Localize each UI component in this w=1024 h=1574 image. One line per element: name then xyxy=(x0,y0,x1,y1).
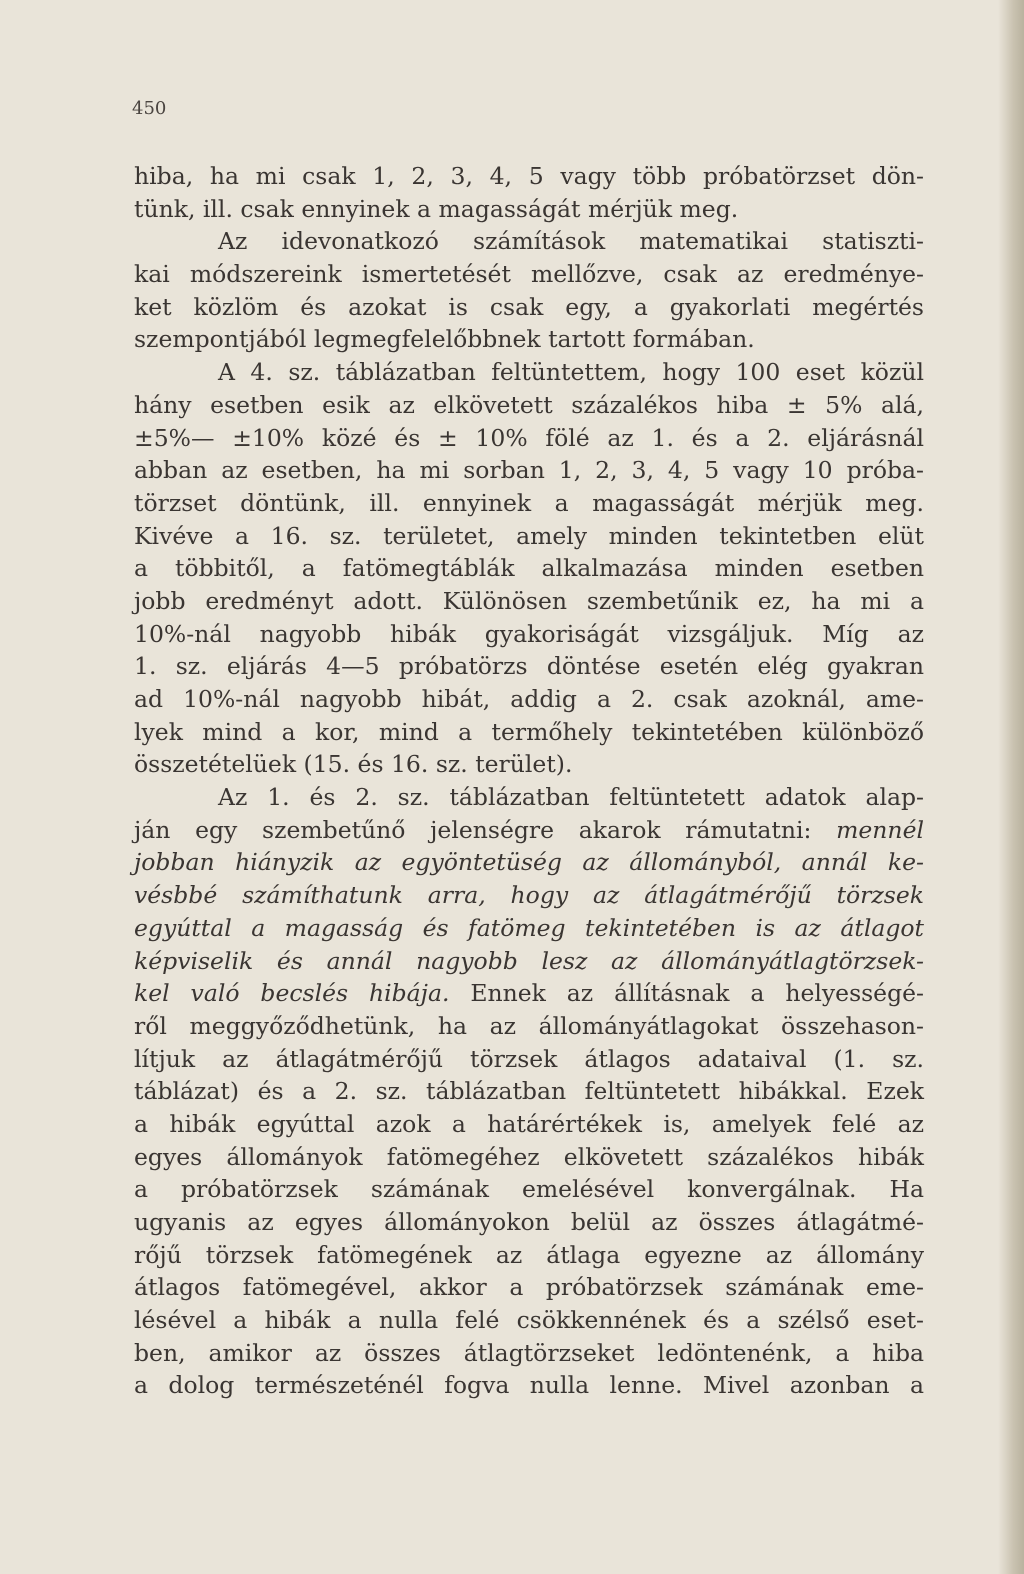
text-line-content: ket közlöm és azokat is csak egy, a gyakorlati megértés xyxy=(134,292,924,321)
text-line-content: A 4. sz. táblázatban feltüntettem, hogy 100 eset közül xyxy=(218,358,924,387)
text-line-content: törzset döntünk, ill. ennyinek a magasságát mérjük meg. xyxy=(134,488,924,517)
text-line xyxy=(134,1337,924,1370)
text-line xyxy=(134,585,924,618)
text-line-content: Az 1. és 2. sz. táblázatban feltüntetett adatok alap- xyxy=(218,783,924,812)
text-line xyxy=(134,1304,924,1337)
text-line-content: Az idevonatkozó számítások matematikai statiszti- xyxy=(218,227,924,256)
page-edge-shadow xyxy=(998,0,1024,1574)
text-line-content: egyes állományok fatömegéhez elkövetett százalékos hibák xyxy=(134,1142,924,1171)
text-line xyxy=(134,193,924,226)
text-line xyxy=(134,1239,924,1272)
text-line xyxy=(134,258,924,291)
text-line-content: ugyanis az egyes állományokon belül az összes átlagátmé- xyxy=(134,1208,924,1236)
text-line-content: ±5%— ±10% közé és ± 10% fölé az 1. és a 2. eljárásnál xyxy=(134,423,924,452)
text-line-content: összetételüek (15. és 16. sz. terület). xyxy=(134,750,573,779)
text-line-content: szempontjából legmegfelelőbbnek tartott formában. xyxy=(134,325,755,354)
text-line-content: hiba, ha mi csak 1, 2, 3, 4, 5 vagy több próbatörzset dön- xyxy=(134,162,924,190)
text-line xyxy=(134,945,924,978)
text-line xyxy=(134,487,924,520)
text-line xyxy=(134,846,924,879)
text-line xyxy=(134,520,924,553)
text-line-content: abban az esetben, ha mi sorban 1, 2, 3, 4, 5 vagy 10 próba- xyxy=(134,456,924,485)
text-line-content: a dolog természeténél fogva nulla lenne. Mivel azonban a xyxy=(134,1371,924,1400)
text-line xyxy=(134,683,924,716)
text-line xyxy=(134,422,924,455)
text-line-content: ben, amikor az összes átlagtörzseket ledöntenénk, a hiba xyxy=(134,1338,924,1367)
text-line xyxy=(134,879,924,912)
text-line-content: ad 10%-nál nagyobb hibát, addig a 2. csak azoknál, ame- xyxy=(134,685,924,713)
text-line xyxy=(134,160,924,193)
text-line-content: táblázat) és a 2. sz. táblázatban feltüntetett hibákkal. Ezek xyxy=(134,1077,924,1106)
text-line-content: a próbatörzsek számának emelésével konvergálnak. Ha xyxy=(134,1175,924,1204)
text-line-content: lítjuk az átlagátmérőjű törzsek átlagos adataival (1. sz. xyxy=(134,1044,924,1073)
text-line xyxy=(134,1043,924,1076)
text-line xyxy=(134,1206,924,1239)
text-line xyxy=(134,1141,924,1174)
page-number: 450 xyxy=(132,98,167,119)
text-line-content: lésével a hibák a nulla felé csökkennének és a szélső eset- xyxy=(134,1306,924,1335)
text-line-content: kel való becslés hibája. xyxy=(134,979,450,1008)
text-line-content: egyúttal a magasság és fatömeg tekintetében is az átlagot xyxy=(134,913,924,942)
text-line xyxy=(134,225,924,258)
text-line-content: átlagos fatömegével, akkor a próbatörzsek számának eme- xyxy=(134,1273,924,1302)
text-line xyxy=(134,618,924,651)
text-line-content: kai módszereink ismertetését mellőzve, csak az eredménye- xyxy=(134,260,924,289)
text-line xyxy=(134,748,924,781)
text-line-content: hány esetben esik az elkövetett százalékos hiba ± 5% alá, xyxy=(134,390,924,419)
text-line-content: képviselik és annál nagyobb lesz az állományátlagtörzsek- xyxy=(134,946,924,975)
text-line-content: a többitől, a fatömegtáblák alkalmazása minden esetben xyxy=(134,554,924,583)
text-line-content: 10%-nál nagyobb hibák gyakoriságát vizsgáljuk. Míg az xyxy=(134,619,924,648)
text-line xyxy=(134,1108,924,1141)
text-line-italic-tail: mennél xyxy=(836,815,924,844)
text-line-content: 1. sz. eljárás 4—5 próbatörzs döntése esetén elég gyakran xyxy=(134,652,924,681)
text-line xyxy=(134,1173,924,1206)
text-line xyxy=(134,291,924,324)
text-line xyxy=(134,912,924,945)
text-line xyxy=(134,977,924,1010)
text-line xyxy=(134,389,924,422)
text-line-content: a hibák egyúttal azok a határértékek is, amelyek felé az xyxy=(134,1109,924,1138)
text-line xyxy=(134,552,924,585)
text-line xyxy=(134,1369,924,1402)
text-line-content: vésbbé számíthatunk arra, hogy az átlagátmérőjű törzsek xyxy=(134,881,924,910)
text-line xyxy=(134,1075,924,1108)
text-line xyxy=(134,650,924,683)
text-line-tail: Ennek az állításnak a helyességé- xyxy=(449,979,924,1008)
text-line-content: rőjű törzsek fatömegének az átlaga egyezne az állomány xyxy=(134,1240,924,1269)
text-line-content: Kivéve a 16. sz. területet, amely minden tekintetben elüt xyxy=(134,521,924,550)
text-line xyxy=(134,454,924,487)
text-line xyxy=(134,356,924,389)
text-line xyxy=(134,716,924,749)
body-text xyxy=(134,160,924,1402)
text-line-content: lyek mind a kor, mind a termőhely tekintetében különböző xyxy=(134,717,924,746)
text-line xyxy=(134,323,924,356)
text-line-content: tünk, ill. csak ennyinek a magasságát mérjük meg. xyxy=(134,194,739,223)
text-line-content: jobban hiányzik az egyöntetüség az állományból, annál ke- xyxy=(134,848,924,877)
text-line-content: ről meggyőződhetünk, ha az állományátlagokat összehason- xyxy=(134,1011,924,1040)
text-line xyxy=(134,781,924,814)
text-line-content: jobb eredményt adott. Különösen szembetűnik ez, ha mi a xyxy=(134,586,924,615)
text-line xyxy=(134,1010,924,1043)
text-line xyxy=(134,814,924,847)
text-line-content: ján egy szembetűnő jelenségre akarok rámutatni: xyxy=(134,815,812,844)
text-line xyxy=(134,1271,924,1304)
